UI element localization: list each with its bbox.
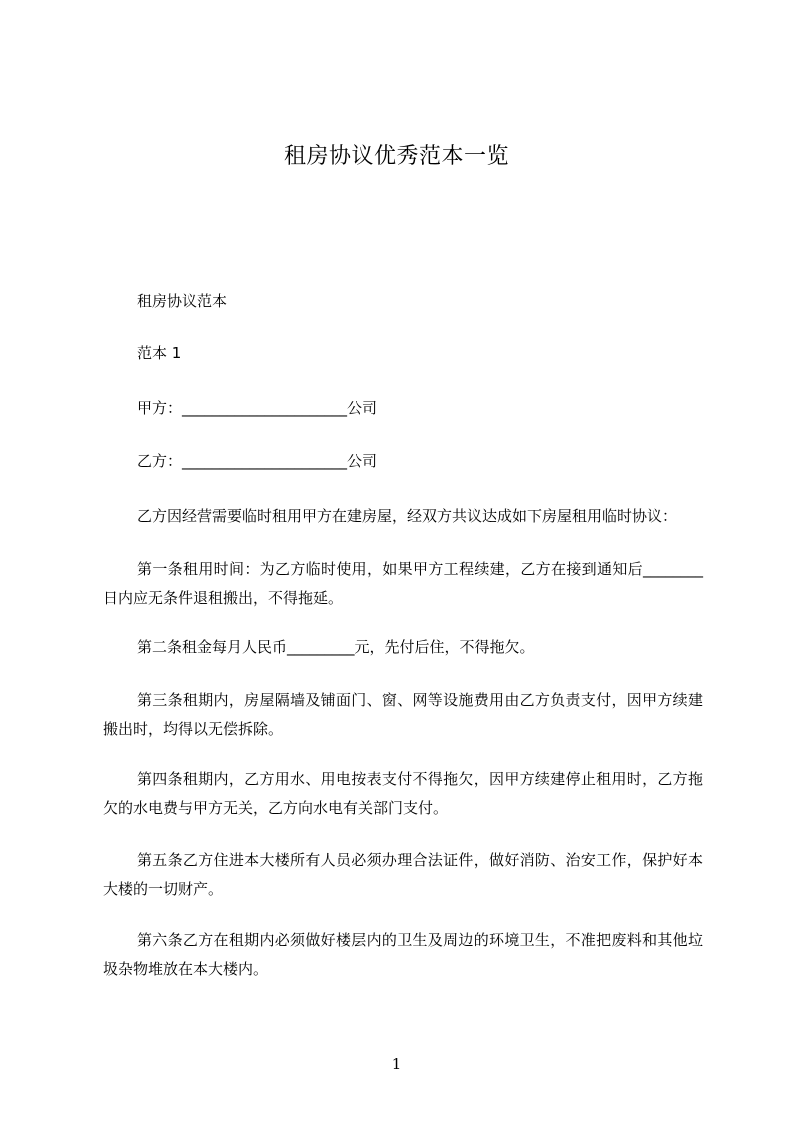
page-number: 1 (391, 1055, 402, 1073)
party-b-blank: ______________________ (182, 452, 348, 470)
clause-5: 第五条乙方住进本大楼所有人员必须办理合法证件，做好消防、治安工作，保护好本大楼的一切财产。 (103, 851, 703, 898)
party-a-line (137, 396, 377, 420)
party-a-blank: ______________________ (182, 399, 348, 417)
party-a-suffix: 公司 (347, 399, 378, 417)
document-title: 租房协议优秀范本一览 (283, 144, 509, 169)
intro-paragraph: 乙方因经营需要临时租用甲方在建房屋，经双方共议达成如下房屋租用临时协议： (137, 507, 678, 525)
party-b-suffix: 公司 (347, 452, 378, 470)
clause-3: 第三条租期内，房屋隔墙及铺面门、窗、网等设施费用由乙方负责支付，因甲方续建搬出时，均得以无偿拆除。 (103, 691, 703, 738)
clause-6: 第六条乙方在租期内必须做好楼层内的卫生及周边的环境卫生，不准把废料和其他垃圾杂物堆放在本大楼内。 (103, 931, 703, 978)
party-b-label: 乙方： (137, 452, 183, 470)
party-a-label: 甲方： (137, 399, 183, 417)
section-heading: 租房协议范本 (137, 292, 228, 310)
clause-1: 第一条租用时间：为乙方临时使用，如果甲方工程续建，乙方在接到通知后________日内应无条件退租搬出，不得拖延。 (103, 560, 703, 607)
party-b-line (137, 449, 377, 473)
clause-4: 第四条租期内，乙方用水、用电按表支付不得拖欠，因甲方续建停止租用时，乙方拖欠的水电费与甲方无关，乙方向水电有关部门支付。 (103, 770, 703, 817)
sample-label: 范本 1 (137, 344, 182, 362)
clause-2: 第二条租金每月人民币_________元，先付后住，不得拖欠。 (137, 638, 535, 656)
